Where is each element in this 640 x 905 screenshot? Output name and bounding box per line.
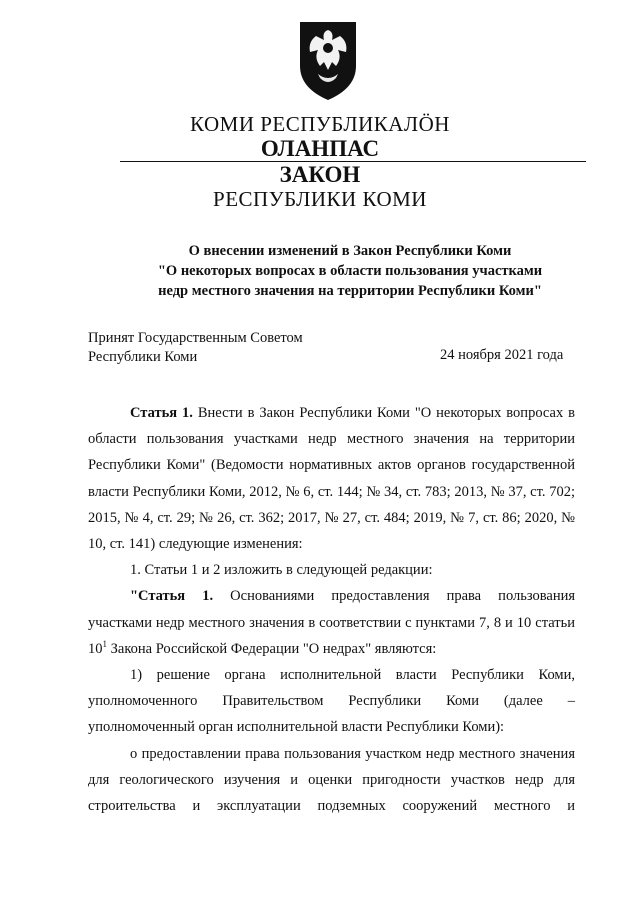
law-title-line: О внесении изменений в Закон Республики Коми	[188, 243, 512, 259]
article-1-paragraph	[88, 400, 575, 557]
adopted-by-line: Принят Государственным Советом	[88, 330, 303, 346]
law-body	[88, 400, 575, 819]
header-komi-title: КОМИ РЕСПУБЛИКАЛӦН	[190, 112, 450, 136]
new-article-1-label: "Статья 1.	[130, 588, 214, 605]
header-olanpas: ОЛАНПАС	[260, 136, 380, 161]
article-1-label: Статья 1.	[130, 405, 193, 421]
new-article-1-text-a: Основаниями предоставления права пользования участками недр местного значения в соответствии с пунктами 7, 8 и 10 статьи 10	[88, 588, 576, 657]
adopted-by-line: Республики Коми	[88, 349, 198, 365]
new-article-1-text-b: Закона Российской Федерации "О недрах" являются:	[110, 640, 437, 657]
header-zakon: ЗАКОН	[279, 162, 361, 187]
adopted-by	[88, 329, 303, 367]
clause-1-subitem: о предоставлении права пользования участком недр местного значения для геологического изучения и оценки пригодности участков недр для строительства и эксплуатации подземных сооружений местного и	[88, 745, 575, 815]
article-1-text: Внести в Закон Республики Коми "О некоторых вопросах в области пользования участками недр местного значения на территории Республики Коми" (Ведомости нормативных актов органов государственной власти Республики Коми, 2012, № 6, ст. 144; № 34, ст. 783; 2013, № 37, ст. 702; 2015, № 4, ст. 29; № 26, ст. 362; 2017, № 27, ст. 484; 2019, № 7, ст. 86; 2020, № 10, ст. 141) следующие изменения:	[88, 405, 576, 553]
new-article-1-paragraph	[88, 583, 575, 662]
coat-of-arms-emblem	[296, 18, 360, 102]
law-title	[0, 241, 640, 301]
header-republic: РЕСПУБЛИКИ КОМИ	[213, 187, 427, 211]
law-title-line: "О некоторых вопросах в области пользования участками	[157, 263, 543, 279]
amendment-1: 1. Статьи 1 и 2 изложить в следующей редакции:	[130, 562, 433, 579]
law-title-line: недр местного значения на территории Республики Коми"	[158, 283, 542, 299]
adoption-date: 24 ноября 2021 года	[440, 347, 564, 363]
clause-1: 1) решение органа исполнительной власти Республики Коми, уполномоченного Правительством Республики Коми (далее – уполномоченный орган исполнительной власти Республики Коми):	[88, 667, 575, 736]
superscript: 1	[102, 638, 107, 649]
